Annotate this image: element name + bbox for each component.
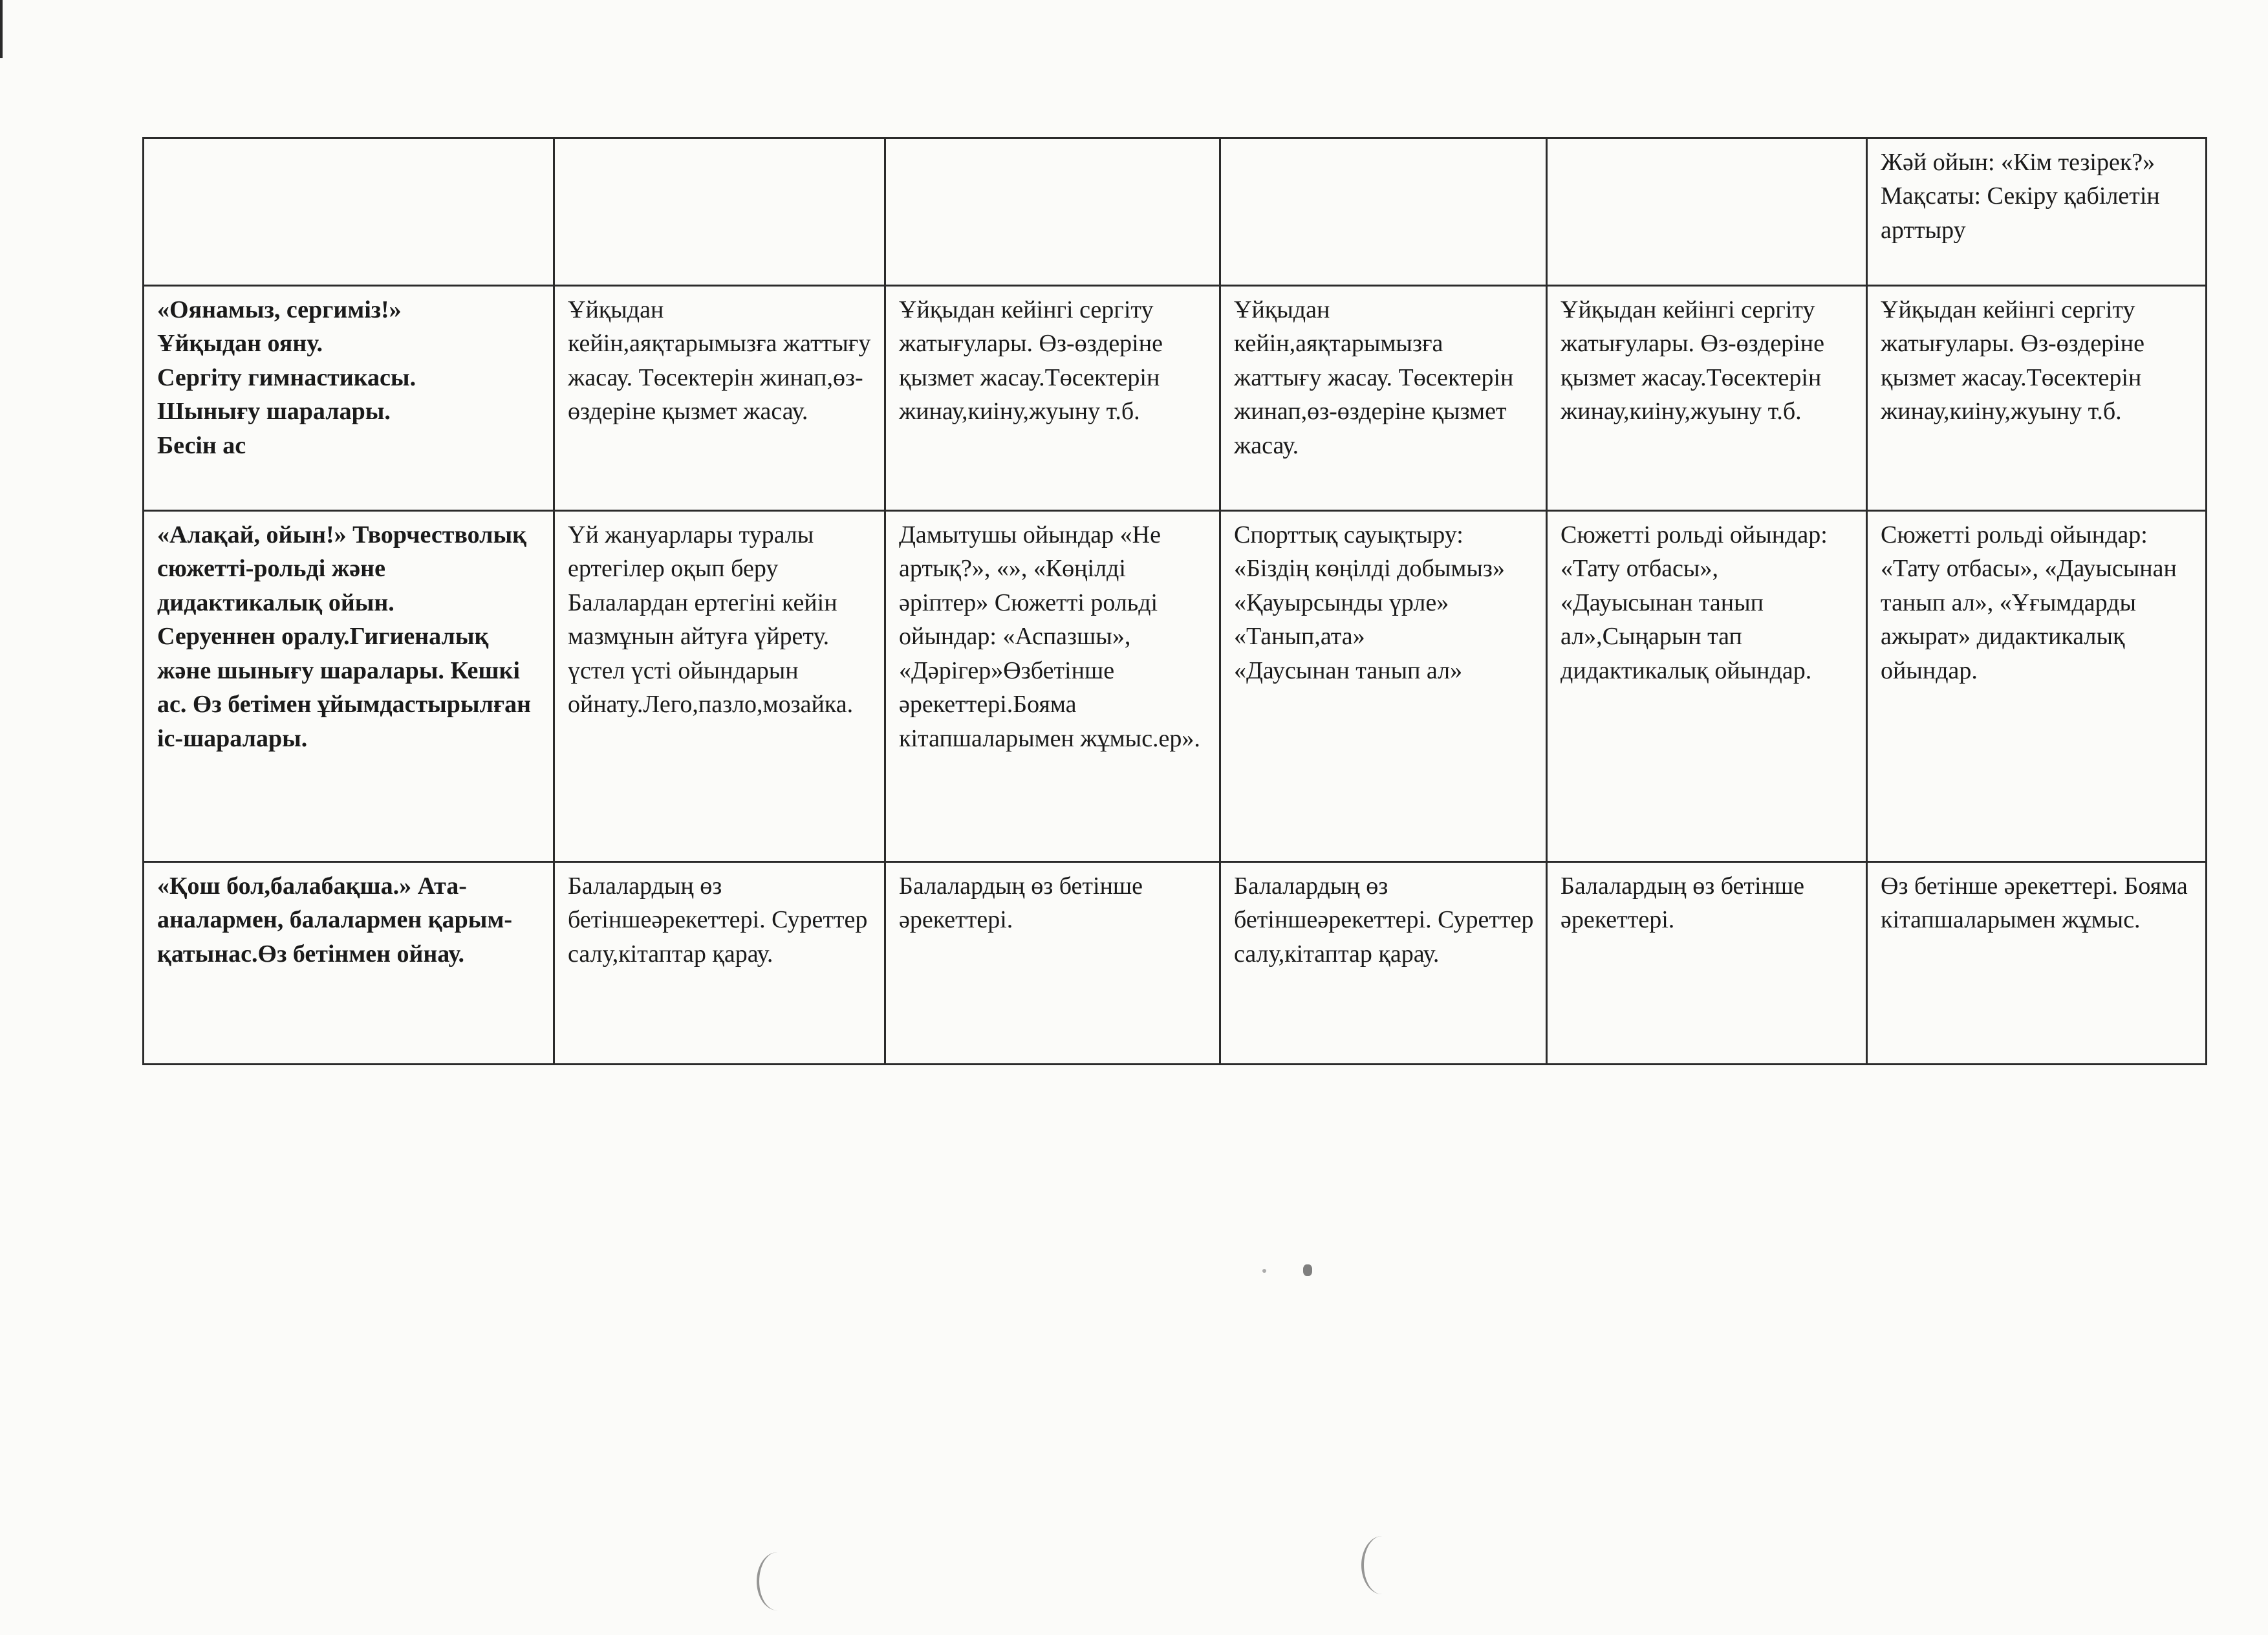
row-label-text: «Қош бол,балабақша.» Ата-аналармен, балалармен қарым-қатынас.Өз бетінмен ойнау. — [157, 872, 512, 968]
punch-hole-mark — [1361, 1536, 1403, 1594]
table-cell — [554, 138, 885, 286]
table-cell — [885, 862, 1220, 1065]
scan-speck — [1303, 1264, 1312, 1276]
cell-text: «Даусынан танып ал» — [1234, 656, 1463, 684]
table-cell — [1547, 511, 1867, 862]
row-label-text: «Алақай, ойын!» Творчестволық сюжетті-рольді және дидактикалық ойын. — [157, 521, 527, 616]
table-row-farewell — [144, 862, 2207, 1065]
table-cell — [1867, 286, 2207, 511]
cell-text: Ұйқыдан кейін,аяқтарымызға жаттығу жасау. Төсектерін жинап,өз-өздеріне қызмет жасау. — [568, 296, 871, 426]
cell-text: Ұйқыдан кейінгі сергіту жатығулары. Өз-өздеріне қызмет жасау.Төсектерін жинау,киіну,жуыну т.б. — [1561, 296, 1824, 426]
table-cell — [554, 862, 885, 1065]
table-cell — [1220, 138, 1547, 286]
row-label-text: Сергіту гимнастикасы. — [157, 363, 416, 391]
row-label-text: Шынығу шаралары. — [157, 398, 391, 426]
cell-text: Балалардың өз бетінше әрекеттері. — [1561, 872, 1805, 934]
row-label-cell — [144, 511, 554, 862]
table-cell — [1220, 862, 1547, 1065]
cell-text: «Танып,ата» — [1234, 623, 1365, 651]
row-label-text: Серуеннен оралу.Гигиеналық және шынығу шаралары. Кешкі ас. Өз бетімен ұйымдастырылған іс-шаралары. — [157, 623, 532, 752]
cell-text: үстел үсті ойындарын ойнату.Лего,пазло,мозайка. — [568, 656, 854, 719]
cell-text: «Қауырсынды үрле» — [1234, 589, 1449, 616]
cell-text: Ұйқыдан кейінгі сергіту жатығулары. Өз-өздеріне қызмет жасау.Төсектерін жинау,киіну,жуыну т.б. — [1881, 296, 2144, 426]
page-edge-mark — [0, 0, 3, 58]
table-cell — [885, 511, 1220, 862]
cell-text: Сюжетті рольді ойындар: «Тату отбасы», «Дауысынан танып ал», «Ұғымдарды ажырат» дидактикалық ойындар. — [1881, 521, 2177, 684]
table-cell — [885, 286, 1220, 511]
table-row-header — [144, 138, 2207, 286]
cell-text: Дамытушы ойындар «Не артық?», «», «Көңілді әріптер» Сюжетті рольді ойындар: «Аспазшы», «Дәрігер»Өзбетінше әрекеттері.Бояма кітапшаларымен жұмыс.ер». — [899, 521, 1200, 752]
row-label-cell — [144, 862, 554, 1065]
table-row-wakeup — [144, 286, 2207, 511]
table-cell — [554, 286, 885, 511]
punch-hole-mark — [757, 1552, 798, 1610]
table-cell — [1220, 286, 1547, 511]
scan-speck — [1262, 1269, 1266, 1273]
cell-text: Сюжетті рольді ойындар: «Тату отбасы», «Дауысынан танып ал»,Сыңарын тап дидактикалық ойындар. — [1561, 521, 1828, 684]
cell-text: Мақсаты: Секіру қабілетін арттыру — [1881, 182, 2160, 244]
table-cell — [1867, 138, 2207, 286]
cell-text: Балалардың өз бетіншеәрекеттері. Суреттер салу,кітаптар қарау. — [1234, 872, 1534, 968]
row-label-cell — [144, 138, 554, 286]
table-cell — [885, 138, 1220, 286]
cell-text: Балалардың өз бетінше әрекеттері. — [899, 872, 1143, 934]
schedule-table — [142, 137, 2207, 1065]
row-label-text: Бесін ас — [157, 431, 246, 459]
table-cell — [1547, 286, 1867, 511]
table-row-play — [144, 511, 2207, 862]
row-label-text: Ұйқыдан ояну. — [157, 330, 323, 358]
cell-text: Жәй ойын: «Кім тезірек?» — [1881, 149, 2155, 176]
table-cell — [1867, 511, 2207, 862]
table-cell — [1867, 862, 2207, 1065]
table-cell — [554, 511, 885, 862]
table-cell — [1547, 138, 1867, 286]
cell-text: Үй жануарлары туралы ертегілер оқып беру Балалардан ертегіні кейін мазмұнын айтуға үйрету. — [568, 521, 837, 651]
cell-text: Ұйқыдан кейін,аяқтарымызға жаттығу жасау. Төсектерін жинап,өз-өздеріне қызмет жасау. — [1234, 296, 1514, 459]
table-cell — [1220, 511, 1547, 862]
table-cell — [1547, 862, 1867, 1065]
cell-text: Балалардың өз бетіншеәрекеттері. Суреттер салу,кітаптар қарау. — [568, 872, 868, 968]
row-label-text: «Оянамыз, сергиміз!» — [157, 296, 402, 323]
row-label-cell — [144, 286, 554, 511]
cell-text: Спорттық сауықтыру: «Біздің көңілді добымыз» — [1234, 521, 1505, 583]
cell-text: Ұйқыдан кейінгі сергіту жатығулары. Өз-өздеріне қызмет жасау.Төсектерін жинау,киіну,жуыну т.б. — [899, 296, 1163, 426]
cell-text: Өз бетінше әрекеттері. Бояма кітапшаларымен жұмыс. — [1881, 872, 2188, 934]
